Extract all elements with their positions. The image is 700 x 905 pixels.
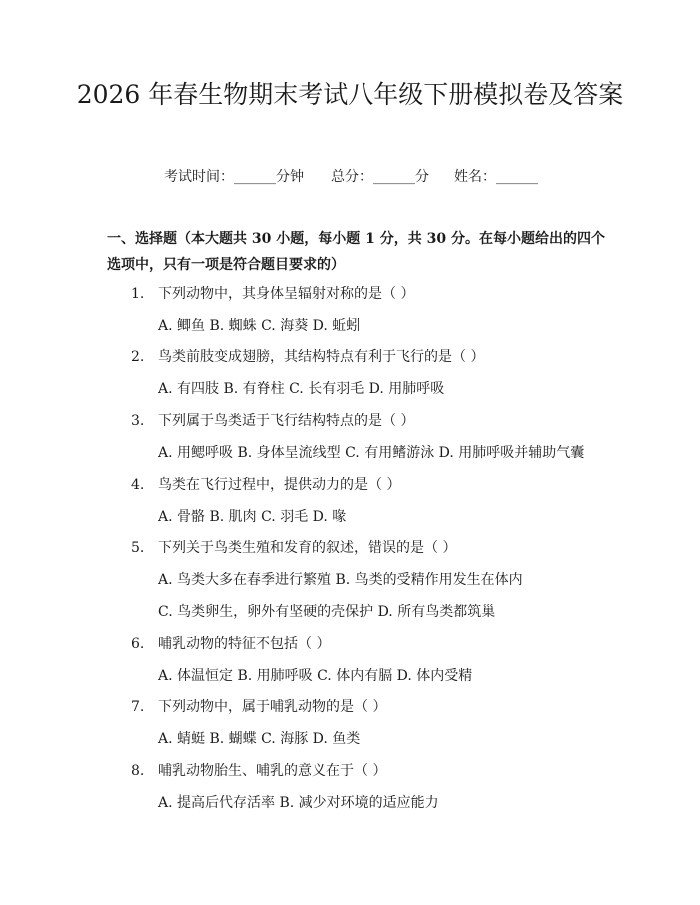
question-number: 5.	[131, 540, 145, 556]
total-score-field: 总分：______分	[331, 169, 429, 185]
question-2	[131, 346, 484, 366]
question-number: 4.	[131, 477, 145, 493]
question-text: 下列动物中，其身体呈辐射对称的是（ ）	[158, 286, 415, 302]
question-text: 鸟类前肢变成翅膀，其结构特点有利于飞行的是（ ）	[158, 349, 485, 365]
question-text: 下列动物中，属于哺乳动物的是（ ）	[158, 699, 387, 715]
student-name-field: 姓名：______	[454, 169, 538, 185]
question-4	[131, 474, 400, 494]
question-number: 8.	[131, 763, 145, 779]
page-title: 2026 年春生物期末考试八年级下册模拟卷及答案	[76, 80, 624, 109]
question-7-options: A. 蜻蜓 B. 蝴蝶 C. 海豚 D. 鱼类	[158, 731, 361, 747]
section-heading: 一、选择题（本大题共 30 小题，每小题 1 分，共 30 分。在每小题给出的四个选项中，只有一项是符合题目要求的）	[107, 231, 605, 273]
question-5-options-line-2: C. 鸟类卵生，卵外有坚硬的壳保护 D. 所有鸟类都筑巢	[158, 604, 496, 620]
exam-time-field: 考试时间：______分钟	[164, 169, 304, 185]
question-1	[131, 283, 414, 303]
question-6-options: A. 体温恒定 B. 用肺呼吸 C. 体内有膈 D. 体内受精	[158, 668, 473, 684]
question-5-options-line-1: A. 鸟类大多在春季进行繁殖 B. 鸟类的受精作用发生在体内	[158, 572, 523, 588]
question-4-options: A. 骨骼 B. 肌肉 C. 羽毛 D. 喙	[158, 509, 347, 525]
question-number: 6.	[131, 636, 145, 652]
exam-meta	[0, 166, 700, 190]
question-text: 下列属于鸟类适于飞行结构特点的是（ ）	[158, 413, 415, 429]
question-number: 2.	[131, 349, 145, 365]
question-6	[131, 633, 330, 653]
question-text: 鸟类在飞行过程中，提供动力的是（ ）	[158, 477, 401, 493]
question-1-options: A. 鲫鱼 B. 蜘蛛 C. 海葵 D. 蚯蚓	[158, 318, 361, 334]
question-number: 7.	[131, 699, 145, 715]
question-5	[131, 537, 456, 557]
question-text: 哺乳动物胎生、哺乳的意义在于（ ）	[158, 763, 387, 779]
question-8	[131, 760, 386, 780]
question-3-options: A. 用鳃呼吸 B. 身体呈流线型 C. 有用鳍游泳 D. 用肺呼吸并辅助气囊	[158, 445, 585, 461]
question-number: 1.	[131, 286, 145, 302]
question-3	[131, 410, 414, 430]
question-2-options: A. 有四肢 B. 有脊柱 C. 长有羽毛 D. 用肺呼吸	[158, 381, 445, 397]
question-number: 3.	[131, 413, 145, 429]
question-text: 哺乳动物的特征不包括（ ）	[158, 636, 331, 652]
question-text: 下列关于鸟类生殖和发育的叙述，错误的是（ ）	[158, 540, 457, 556]
question-7	[131, 696, 386, 716]
question-8-options: A. 提高后代存活率 B. 减少对环境的适应能力	[158, 795, 439, 811]
